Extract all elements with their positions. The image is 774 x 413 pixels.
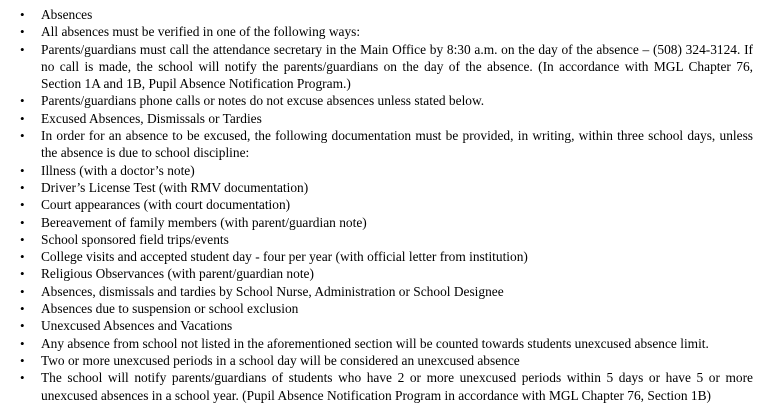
bullet-icon: • — [20, 214, 25, 230]
bullet-icon: • — [20, 24, 25, 40]
bullet-icon: • — [20, 7, 25, 22]
bullet-icon: • — [20, 301, 25, 317]
bullet-icon: • — [20, 231, 25, 247]
list-item — [0, 110, 774, 127]
list-item-text: College visits and accepted student day - four per year (with official letter from institution) — [41, 249, 528, 265]
list-item-text: Illness (with a doctor’s note) — [41, 162, 195, 178]
list-item — [0, 162, 774, 179]
list-item — [0, 23, 774, 40]
list-item — [0, 335, 774, 352]
list-item — [0, 265, 774, 282]
list-item — [0, 196, 774, 213]
list-item-text: Absences — [41, 7, 93, 22]
list-item-text: Parents/guardians phone calls or notes do not excuse absences unless stated below. — [41, 93, 485, 109]
list-item — [0, 300, 774, 317]
list-item-text: Religious Observances (with parent/guardian note) — [41, 266, 314, 282]
document-page — [0, 6, 774, 404]
bullet-icon: • — [20, 93, 25, 109]
list-item — [0, 6, 774, 23]
list-item — [0, 41, 774, 93]
list-item-text: All absences must be verified in one of the following ways: — [41, 24, 361, 40]
list-item — [0, 179, 774, 196]
list-item — [0, 248, 774, 265]
list-item-text: Unexcused Absences and Vacations — [41, 318, 233, 334]
bullet-icon: • — [20, 318, 25, 334]
bullet-icon: • — [20, 41, 25, 57]
bullet-icon: • — [20, 162, 25, 178]
bullet-icon: • — [20, 370, 25, 386]
bullet-icon: • — [20, 352, 25, 368]
list-item-text: Driver’s License Test (with RMV documentation) — [41, 179, 309, 195]
list-item — [0, 231, 774, 248]
bullet-icon: • — [20, 335, 25, 351]
list-item — [0, 214, 774, 231]
list-item-text: The school will notify parents/guardians of students who have 2 or more unexcused periods within 5 days or have 5 or more unexcused absences in a school year. (Pupil Absence Notification Program in accordance with MGL Chapter 76, Section 1B) — [41, 370, 753, 403]
list-item — [0, 352, 774, 369]
list-item-text: Any absence from school not listed in the aforementioned section will be counted towards students unexcused absence limit. — [41, 335, 709, 351]
bullet-icon: • — [20, 128, 25, 144]
bullet-icon: • — [20, 197, 25, 213]
bullet-icon: • — [20, 283, 25, 299]
list-item-text: School sponsored field trips/events — [41, 231, 229, 247]
list-item-text: Court appearances (with court documentation) — [41, 197, 291, 213]
list-item-text: Parents/guardians must call the attendance secretary in the Main Office by 8:30 a.m. on the day of the absence – (508) 324-3124. If no call is made, the school will notify the parents/guardians on the day of the absence. (In accordance with MGL Chapter 76, Section 1A and 1B, Pupil Absence Notification Program.) — [41, 41, 753, 92]
bullet-icon: • — [20, 179, 25, 195]
list-item — [0, 369, 774, 404]
list-item-text: Absences due to suspension or school exclusion — [41, 301, 299, 317]
list-item — [0, 127, 774, 162]
list-item-text: In order for an absence to be excused, the following documentation must be provided, in writing, within three school days, unless the absence is due to school discipline: — [41, 128, 753, 161]
bullet-list — [0, 6, 774, 404]
list-item-text: Absences, dismissals and tardies by School Nurse, Administration or School Designee — [41, 283, 504, 299]
list-item — [0, 92, 774, 109]
list-item-text: Two or more unexcused periods in a school day will be considered an unexcused absence — [41, 352, 520, 368]
list-item-text: Bereavement of family members (with parent/guardian note) — [41, 214, 367, 230]
list-item — [0, 317, 774, 334]
bullet-icon: • — [20, 249, 25, 265]
list-item-text: Excused Absences, Dismissals or Tardies — [41, 110, 262, 126]
list-item — [0, 283, 774, 300]
bullet-icon: • — [20, 266, 25, 282]
bullet-icon: • — [20, 110, 25, 126]
